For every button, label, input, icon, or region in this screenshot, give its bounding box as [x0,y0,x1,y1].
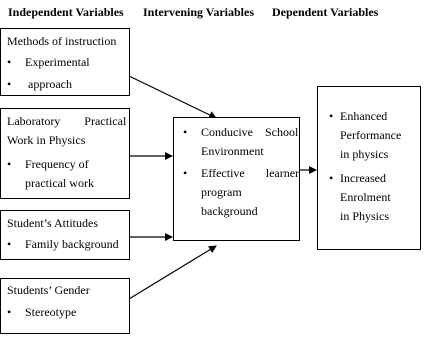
students-gender-box [0,278,130,334]
bullet-icon: • [7,305,12,319]
list-item: • Stereotype [25,303,76,322]
bullet-icon: • [183,166,188,180]
bullet-icon: • [7,77,12,91]
bullet-icon: • [183,125,188,139]
list-item: • Enhanced Performance in physics [329,109,402,161]
list-item: • approach [25,75,72,94]
bullet-icon: • [329,171,334,185]
laboratory-title: Laboratory Practical Work in Physics [7,114,127,147]
laboratory-practical-work-box [0,108,130,199]
list-item: • Effective learner program background [183,166,300,218]
students-attitudes-box [0,210,130,260]
list-item: • Frequency of practical work [7,157,94,190]
dependent-variables-header: Dependent Variables [272,5,379,19]
bullet-icon: • [7,237,12,251]
arrow-methods-to-intervening [129,76,216,118]
attitudes-title: Student’s Attitudes [7,216,99,230]
list-item: • Conducive School Environment [183,125,299,158]
intervening-variables-box [173,117,300,241]
bullet-icon: • [7,55,12,69]
list-item: • Increased Enrolment in Physics [329,171,391,223]
bullet-icon: • [329,109,334,123]
list-item: • Experimental [25,53,90,72]
methods-title: Methods of instruction [7,34,117,48]
dependent-variables-box [317,86,421,250]
arrow-gender-to-intervening [129,246,216,299]
list-item: • Family background [25,235,119,254]
gender-title: Students’ Gender [7,283,90,297]
bullet-icon: • [7,157,12,171]
independent-variables-header: Independent Variables [8,5,124,19]
methods-of-instruction-box [0,28,130,96]
intervening-variables-header: Intervening Variables [143,5,255,19]
